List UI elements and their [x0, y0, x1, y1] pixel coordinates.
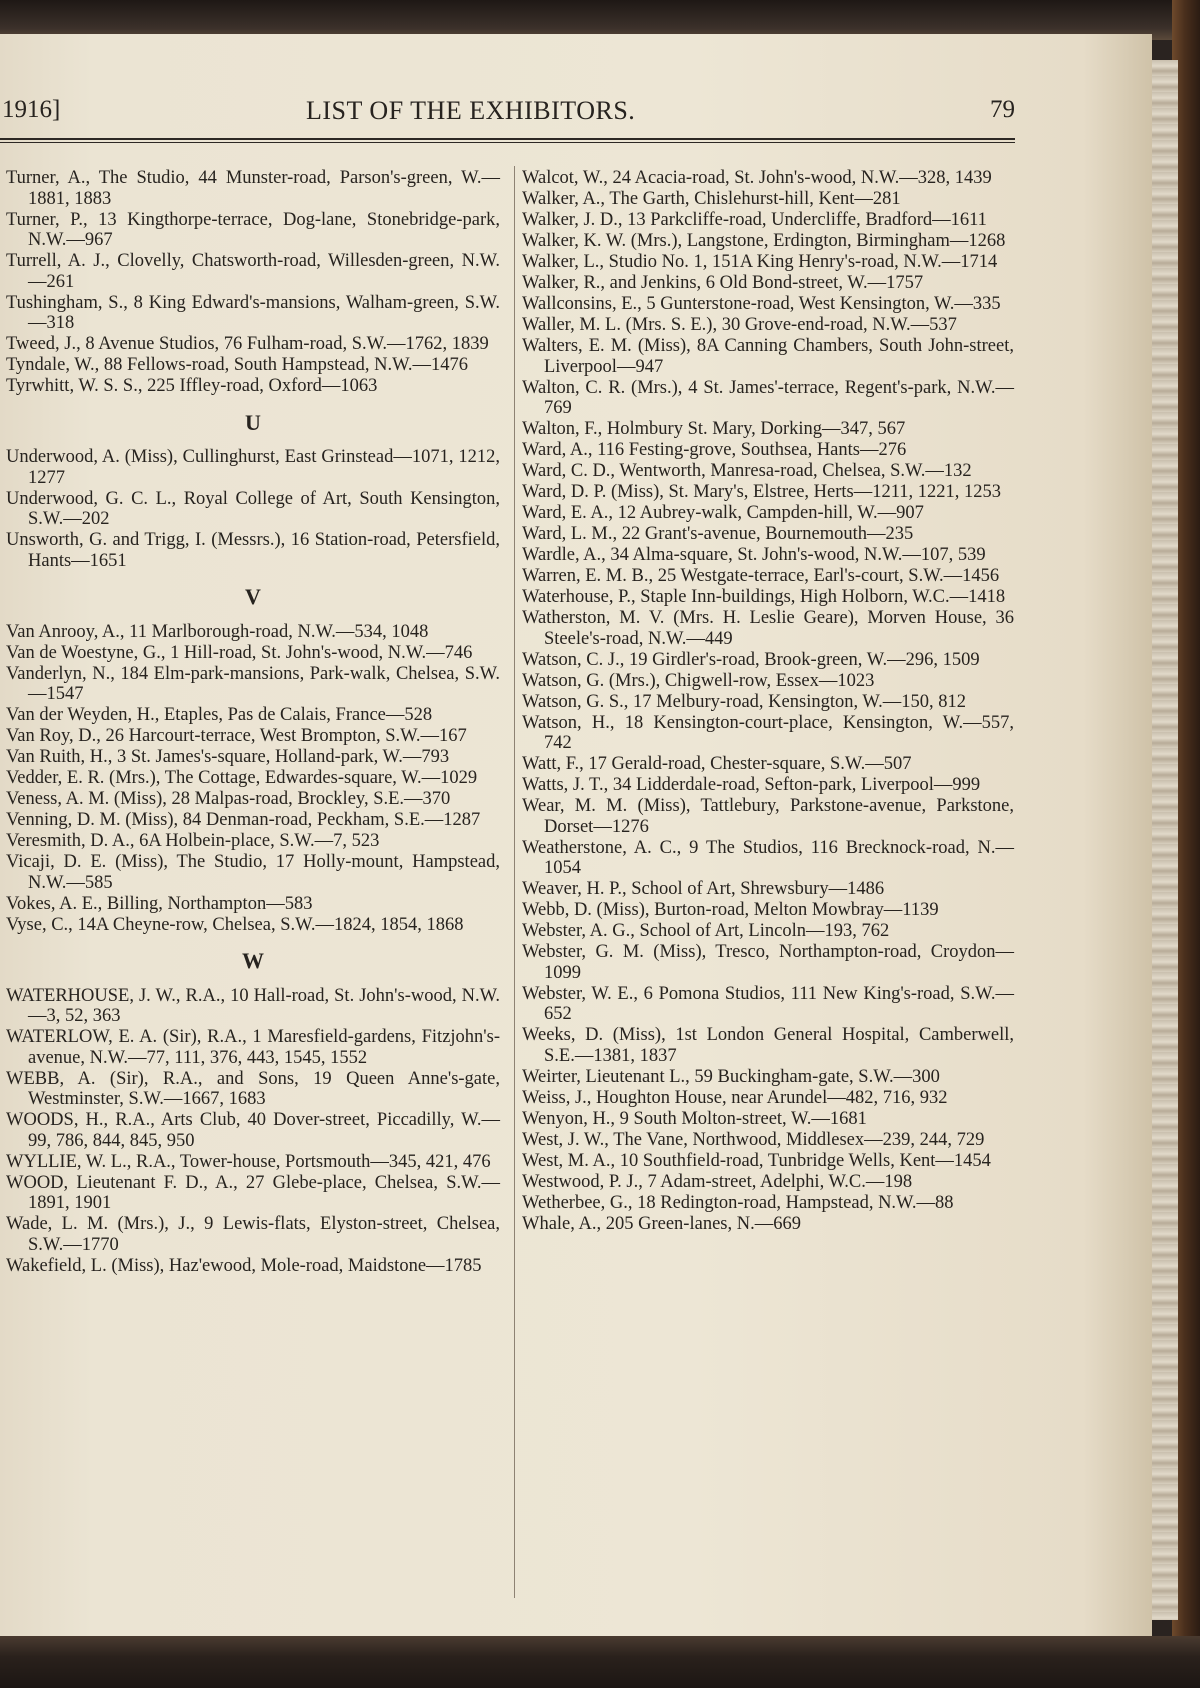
exhibitor-entry: Tyrwhitt, W. S. S., 225 Iffley-road, Oxford—1063: [6, 376, 378, 396]
exhibitor-entry: Watson, G. (Mrs.), Chigwell-row, Essex—1023: [522, 670, 875, 691]
exhibitor-entry: Walker, L., Studio No. 1, 151A King Henry's-road, N.W.—1714: [522, 252, 998, 272]
exhibitor-entry: Weatherstone, A. C., 9 The Studios, 116 Brecknock-road, N.—1054: [522, 837, 1014, 878]
exhibitor-entry: Walton, F., Holmbury St. Mary, Dorking—347, 567: [522, 419, 906, 439]
exhibitor-entry: Watherston, M. V. (Mrs. H. Leslie Geare), Morven House, 36 Steele's-road, N.W.—449: [522, 608, 1014, 649]
exhibitor-entry: Webster, A. G., School of Art, Lincoln—193, 762: [522, 921, 890, 941]
exhibitor-entry: Walker, J. D., 13 Parkcliffe-road, Undercliffe, Bradford—1611: [522, 210, 987, 230]
exhibitor-entry: Ward, E. A., 12 Aubrey-walk, Campden-hill, W.—907: [522, 503, 924, 523]
exhibitor-entry: Veresmith, D. A., 6A Holbein-place, S.W.—7, 523: [6, 831, 380, 851]
exhibitor-entry: Veness, A. M. (Miss), 28 Malpas-road, Brockley, S.E.—370: [6, 789, 451, 809]
exhibitor-entry: Van de Woestyne, G., 1 Hill-road, St. John's-wood, N.W.—746: [6, 642, 473, 663]
exhibitor-entry: Weeks, D. (Miss), 1st London General Hospital, Camberwell, S.E.—1381, 1837: [522, 1025, 1014, 1066]
page-header: [0, 96, 1030, 144]
exhibitor-entry: Ward, L. M., 22 Grant's-avenue, Bournemouth—235: [522, 524, 914, 544]
right-column: [522, 168, 1014, 1235]
exhibitor-entry: Watson, H., 18 Kensington-court-place, Kensington, W.—557, 742: [522, 712, 1014, 753]
left-column: [6, 168, 500, 1277]
exhibitor-entry: Van Anrooy, A., 11 Marlborough-road, N.W.—534, 1048: [6, 621, 429, 642]
exhibitor-entry: Ward, A., 116 Festing-grove, Southsea, Hants—276: [522, 440, 907, 460]
exhibitor-entry: Webster, G. M. (Miss), Tresco, Northampton-road, Croydon—1099: [522, 942, 1014, 983]
exhibitor-entry: Webster, W. E., 6 Pomona Studios, 111 New King's-road, S.W.—652: [522, 983, 1014, 1024]
section-letter-w: W: [242, 948, 264, 973]
exhibitor-entry: Weaver, H. P., School of Art, Shrewsbury—1486: [522, 879, 885, 899]
exhibitor-entry: Weirter, Lieutenant L., 59 Buckingham-gate, S.W.—300: [522, 1066, 940, 1087]
exhibitor-entry: Underwood, G. C. L., Royal College of Art, South Kensington, S.W.—202: [6, 488, 500, 529]
exhibitor-entry: Van der Weyden, H., Etaples, Pas de Calais, France—528: [6, 705, 433, 725]
exhibitor-entry: Tweed, J., 8 Avenue Studios, 76 Fulham-road, S.W.—1762, 1839: [6, 334, 489, 354]
exhibitor-entry: West, J. W., The Vane, Northwood, Middlesex—239, 244, 729: [522, 1129, 985, 1150]
exhibitor-entry: Webb, D. (Miss), Burton-road, Melton Mowbray—1139: [522, 900, 939, 920]
exhibitor-entry: Ward, D. P. (Miss), St. Mary's, Elstree, Herts—1211, 1221, 1253: [522, 482, 1002, 502]
exhibitor-entry: Unsworth, G. and Trigg, I. (Messrs.), 16 Station-road, Petersfield, Hants—1651: [6, 530, 500, 571]
exhibitor-entry: Wallconsins, E., 5 Gunterstone-road, West Kensington, W.—335: [522, 294, 1001, 314]
exhibitor-entry: Van Roy, D., 26 Harcourt-terrace, West Brompton, S.W.—167: [6, 726, 467, 746]
exhibitor-entry: Turner, A., The Studio, 44 Munster-road, Parson's-green, W.—1881, 1883: [6, 168, 500, 209]
page-number: 79: [990, 96, 1015, 123]
exhibitor-entry: WEBB, A. (Sir), R.A., and Sons, 19 Queen Anne's-gate, Westminster, S.W.—1667, 1683: [6, 1068, 500, 1109]
exhibitor-entry: WOOD, Lieutenant F. D., A., 27 Glebe-place, Chelsea, S.W.—1891, 1901: [6, 1172, 500, 1213]
exhibitor-entry: Wetherbee, G., 18 Redington-road, Hampstead, N.W.—88: [522, 1192, 954, 1213]
exhibitor-entry: Wade, L. M. (Mrs.), J., 9 Lewis-flats, Elyston-street, Chelsea, S.W.—1770: [6, 1214, 500, 1255]
exhibitor-entry: Waterhouse, P., Staple Inn-buildings, High Holborn, W.C.—1418: [522, 587, 1006, 607]
exhibitor-entry: Ward, C. D., Wentworth, Manresa-road, Chelsea, S.W.—132: [522, 461, 972, 481]
exhibitor-entry: Weiss, J., Houghton House, near Arundel—482, 716, 932: [522, 1087, 948, 1108]
exhibitor-entry: Walker, K. W. (Mrs.), Langstone, Erdington, Birmingham—1268: [522, 231, 1006, 251]
exhibitor-entry: Vokes, A. E., Billing, Northampton—583: [6, 893, 313, 914]
exhibitor-entry: Walters, E. M. (Miss), 8A Canning Chambers, South John-street, Liverpool—947: [522, 336, 1014, 377]
section-letter-v: V: [245, 584, 261, 609]
exhibitor-entry: Vyse, C., 14A Cheyne-row, Chelsea, S.W.—1824, 1854, 1868: [6, 914, 464, 935]
exhibitor-entry: Watson, G. S., 17 Melbury-road, Kensington, W.—150, 812: [522, 691, 967, 712]
exhibitor-entry: Waller, M. L. (Mrs. S. E.), 30 Grove-end-road, N.W.—537: [522, 315, 957, 335]
exhibitor-entry: Vanderlyn, N., 184 Elm-park-mansions, Park-walk, Chelsea, S.W.—1547: [6, 663, 500, 704]
exhibitor-entry: WYLLIE, W. L., R.A., Tower-house, Portsmouth—345, 421, 476: [6, 1151, 491, 1172]
exhibitor-entry: Turner, P., 13 Kingthorpe-terrace, Dog-lane, Stonebridge-park, N.W.—967: [6, 209, 500, 250]
header-rule: [0, 138, 1015, 140]
section-letter-u: U: [245, 409, 261, 435]
exhibitor-entry: Watt, F., 17 Gerald-road, Chester-square, S.W.—507: [522, 754, 912, 774]
exhibitor-entry: Vicaji, D. E. (Miss), The Studio, 17 Holly-mount, Hampstead, N.W.—585: [6, 852, 500, 893]
header-rule-thin: [0, 142, 1015, 143]
exhibitor-entry: Tyndale, W., 88 Fellows-road, South Hampstead, N.W.—1476: [6, 355, 469, 375]
page-title: LIST OF THE EXHIBITORS.: [306, 96, 636, 125]
exhibitor-entry: Tushingham, S., 8 King Edward's-mansions, Walham-green, S.W.—318: [6, 292, 500, 333]
exhibitor-entry: Wardle, A., 34 Alma-square, St. John's-wood, N.W.—107, 539: [522, 545, 986, 565]
exhibitor-entry: Underwood, A. (Miss), Cullinghurst, East Grinstead—1071, 1212, 1277: [6, 447, 500, 488]
page-edges: [1150, 60, 1178, 1620]
exhibitor-entry: Walker, A., The Garth, Chislehurst-hill, Kent—281: [522, 189, 901, 209]
scan-bottom-edge: [0, 1636, 1200, 1688]
exhibitor-entry: Turrell, A. J., Clovelly, Chatsworth-road, Willesden-green, N.W.—261: [6, 251, 500, 292]
exhibitor-entry: WATERLOW, E. A. (Sir), R.A., 1 Maresfield-gardens, Fitzjohn's-avenue, N.W.—77, 111, 376, 443, 1545, 1552: [6, 1027, 500, 1068]
exhibitor-entry: Wear, M. M. (Miss), Tattlebury, Parkstone-avenue, Parkstone, Dorset—1276: [522, 796, 1014, 837]
exhibitor-entry: Watson, C. J., 19 Girdler's-road, Brook-green, W.—296, 1509: [522, 649, 980, 670]
exhibitor-entry: WATERHOUSE, J. W., R.A., 10 Hall-road, St. John's-wood, N.W.—3, 52, 363: [6, 985, 500, 1026]
exhibitor-entry: Watts, J. T., 34 Lidderdale-road, Sefton-park, Liverpool—999: [522, 775, 981, 795]
exhibitor-entry: Wenyon, H., 9 South Molton-street, W.—1681: [522, 1108, 867, 1129]
exhibitor-entry: Vedder, E. R. (Mrs.), The Cottage, Edwardes-square, W.—1029: [6, 768, 478, 788]
exhibitor-entry: Walcot, W., 24 Acacia-road, St. John's-wood, N.W.—328, 1439: [522, 168, 992, 188]
exhibitor-entry: Van Ruith, H., 3 St. James's-square, Holland-park, W.—793: [6, 747, 450, 767]
exhibitor-entry: Warren, E. M. B., 25 Westgate-terrace, Earl's-court, S.W.—1456: [522, 566, 1000, 586]
exhibitor-entry: Walker, R., and Jenkins, 6 Old Bond-street, W.—1757: [522, 273, 924, 293]
header-year: 1916]: [2, 96, 61, 123]
exhibitor-entry: Wakefield, L. (Miss), Haz'ewood, Mole-road, Maidstone—1785: [6, 1255, 482, 1276]
exhibitor-entry: Westwood, P. J., 7 Adam-street, Adelphi, W.C.—198: [522, 1171, 913, 1192]
exhibitor-entry: West, M. A., 10 Southfield-road, Tunbridge Wells, Kent—1454: [522, 1150, 991, 1171]
exhibitor-entry: Walton, C. R. (Mrs.), 4 St. James'-terrace, Regent's-park, N.W.—769: [522, 377, 1014, 418]
exhibitor-entry: Whale, A., 205 Green-lanes, N.—669: [522, 1213, 801, 1234]
book-page: [0, 34, 1152, 1640]
exhibitor-entry: WOODS, H., R.A., Arts Club, 40 Dover-street, Piccadilly, W.—99, 786, 844, 845, 950: [6, 1110, 500, 1151]
column-divider: [514, 166, 515, 1598]
exhibitor-entry: Venning, D. M. (Miss), 84 Denman-road, Peckham, S.E.—1287: [6, 810, 481, 830]
